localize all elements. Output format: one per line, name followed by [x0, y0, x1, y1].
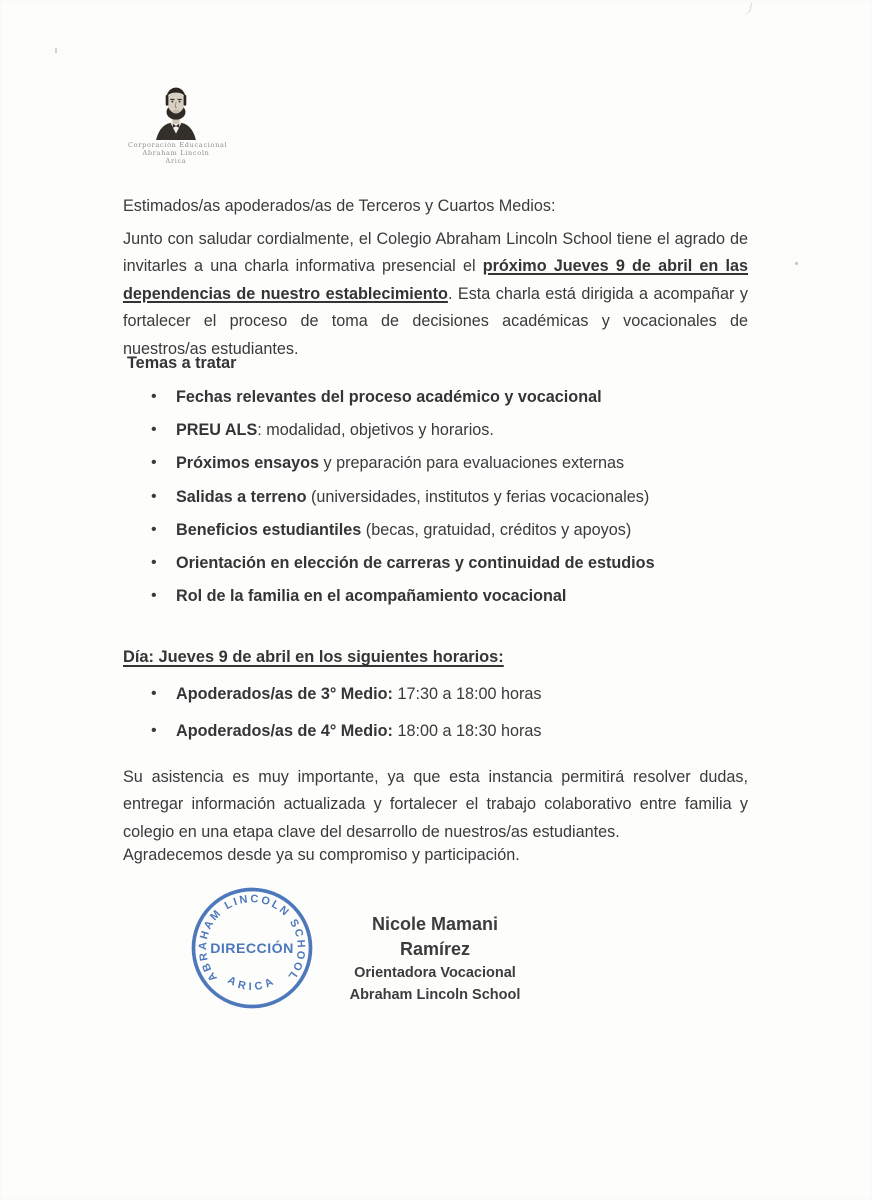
scan-artifact	[741, 1, 752, 15]
lincoln-portrait-icon	[153, 84, 199, 140]
topic-item	[123, 387, 655, 408]
topic-rest: y preparación para evaluaciones externas	[319, 454, 625, 473]
schedule-rest: 17:30 a 18:00 horas	[392, 685, 542, 703]
topic-item	[123, 553, 655, 574]
closing-paragraph: Su asistencia es muy importante, ya que esta instancia permitirá resolver dudas, entregar información actualizada y fortalecer el trabajo colaborativo entre familia y colegio en una etapa clave del desarrollo de nuestros/as estudiantes.	[123, 768, 748, 841]
intro-highlight: próximo Jueves 9 de abril en las dependencias de nuestro establecimiento	[123, 257, 748, 303]
logo-caption-line2: Abraham Lincoln	[142, 149, 210, 157]
signer-name: Nicole Mamani Ramírez	[371, 914, 499, 959]
svg-text:ARICA	[225, 974, 278, 993]
direccion-stamp	[188, 884, 316, 1012]
topic-item	[123, 420, 655, 441]
topics-list	[123, 387, 655, 619]
intro-paragraph	[123, 226, 748, 363]
signature-block	[337, 912, 533, 1006]
svg-text:ABRAHAM LINCOLN SCHOOL	[197, 893, 307, 983]
topic-bold: Orientación en elección de carreras y continuidad de estudios	[176, 553, 655, 572]
topic-bold: Rol de la familia en el acompañamiento vocacional	[176, 587, 567, 606]
signer-role: Orientadora Vocacional	[354, 965, 516, 981]
topic-item	[123, 520, 655, 541]
logo-caption	[128, 141, 228, 165]
schedule-rest: 18:00 a 18:30 horas	[392, 722, 542, 740]
schedule-item	[123, 684, 541, 705]
intro-text-post: . Esta charla está dirigida a acompañar y fortalecer el proceso de toma de decisiones académicas y vocacionales de nuestros/as estudiantes.	[123, 284, 749, 358]
logo-caption-line1: Corporación Educacional	[128, 141, 228, 149]
topic-bold: Próximos ensayos	[176, 454, 320, 473]
stamp-seal-icon	[188, 884, 316, 1012]
scan-artifact	[55, 48, 57, 53]
topic-item	[123, 487, 655, 508]
topic-bold: Salidas a terreno	[176, 487, 307, 506]
stamp-arc-top-text: ABRAHAM LINCOLN SCHOOL	[197, 893, 307, 984]
scan-artifact	[795, 262, 798, 265]
school-logo	[128, 84, 228, 165]
thanks-line: Agradecemos desde ya su compromiso y participación.	[123, 846, 520, 864]
schedule-bold: Apoderados/as de 4° Medio:	[176, 722, 393, 740]
stamp-center-text: DIRECCIÓN	[210, 941, 294, 958]
topic-bold: Fechas relevantes del proceso académico y vocacional	[176, 388, 602, 406]
topic-item	[123, 586, 655, 607]
schedule-item	[123, 721, 541, 742]
topic-item	[123, 453, 655, 474]
topic-rest: (universidades, institutos y ferias vocacionales)	[306, 487, 650, 506]
topic-bold: Beneficios estudiantiles	[176, 520, 362, 539]
schedule-heading: Día: Jueves 9 de abril en los siguientes horarios:	[123, 648, 504, 666]
salutation: Estimados/as apoderados/as de Terceros y Cuartos Medios:	[123, 197, 556, 215]
intro-text-pre: Junto con saludar cordialmente, el Colegio Abraham Lincoln School tiene el agrado de invitarles a una charla informativa presencial el	[123, 230, 748, 276]
topics-heading: Temas a tratar	[127, 354, 237, 372]
schedule-bold: Apoderados/as de 3° Medio:	[176, 685, 393, 703]
topic-bold: PREU ALS	[176, 421, 258, 440]
logo-caption-line3: Arica	[165, 157, 187, 165]
schedule-list	[123, 684, 541, 758]
topic-rest: : modalidad, objetivos y horarios.	[257, 421, 494, 440]
topic-rest: (becas, gratuidad, créditos y apoyos)	[361, 520, 632, 539]
stamp-arc-bottom-text: ARICA	[225, 974, 279, 994]
signer-org: Abraham Lincoln School	[349, 987, 521, 1003]
